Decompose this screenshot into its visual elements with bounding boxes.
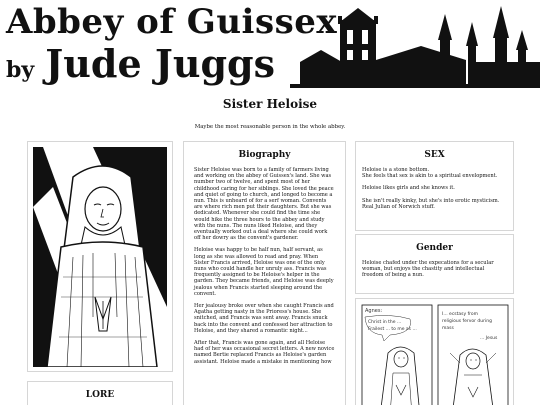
portrait-card <box>27 141 173 372</box>
page-subtitle: Maybe the most reasonable person in the whole abbey. <box>194 124 346 130</box>
sex-paragraph-1: Heloise is a stone bottom. She feels that sex is akin to a spiritual envelopment. <box>362 167 498 180</box>
lore-heading: LORE <box>85 390 115 400</box>
biography-card <box>183 141 346 405</box>
biography-heading: Biography <box>238 150 291 160</box>
site-header <box>0 0 540 88</box>
sketch-left-line-1: Christ in the ... <box>368 320 402 325</box>
biography-paragraph-4: After that, Francis was gone again, and all Heloise had of her was occasional secret letters. A new novice named Bertie replaced Francis as Heloise's garden assistant. Heloise made a mistake in mentioning how <box>194 340 335 365</box>
biography-paragraph-1: Sister Heloise was born to a family of farmers living and working on the abbey of Guissex's land. She was number two of twelve, and spent most of her childhood caring for her siblings. She loved the peace and quiet of going to church, and longed to become a nun. This is unheard of for a serf woman. Convents are where rich men put their daughters. But she was dedicated. Whenever she could find the time she would hike the three hours to the abbey and study with the nuns. The nuns liked Heloise, and they eventually worked out a deal where she could work off her dowry as the convent's gardener. <box>194 167 334 242</box>
sketch-right-line-3: mass <box>442 326 454 331</box>
comic-sketch-image[interactable] <box>360 303 511 405</box>
biography-paragraph-3: Her jealousy broke over when she caught Francis and Agatha getting nasty in the Prioress's house. She snitched, and Francis was sent away. Francis snuck back into the convent and confessed her attraction to Heloise, and they shared a romantic night... <box>194 303 334 334</box>
sketch-right-line-1: I... ecstasy from <box>442 312 479 317</box>
gender-card <box>355 234 514 294</box>
lore-card <box>27 381 173 405</box>
sketch-left-label: Agnes: <box>365 308 383 314</box>
byline-by: by <box>6 57 35 83</box>
gender-paragraph-1: Heloise chafed under the expecations for a secular woman, but enjoys the chastity and intellectual freedom of being a nun. <box>362 260 494 279</box>
site-byline <box>6 42 275 94</box>
gender-heading: Gender <box>416 243 453 253</box>
sketch-card <box>355 298 514 405</box>
sex-heading: SEX <box>424 150 445 160</box>
sketch-left-line-2: Frailest ... to me as ... <box>368 327 417 332</box>
sex-paragraph-2: Heloise likes girls and she knows it. <box>362 185 455 192</box>
sex-card <box>355 141 514 231</box>
sketch-right-line-2: religious fervor during <box>442 319 492 324</box>
sketch-right-line-4: ... Jesus <box>480 336 498 341</box>
site-title[interactable]: Abbey of Guissex <box>6 2 338 42</box>
sex-paragraph-3: She isn't really kinky, but she's into erotic mysticism. Real Julian of Norwich stuff. <box>362 197 500 210</box>
biography-paragraph-2: Heloise was happy to be half nun, half servant, as long as she was allowed to read and pray. When Sister Francis arrived, Heloise was one of the only nuns who could handle her unruly ass. Francis was frequently assigned to be Heloise's helper in the garden. They became friends, and Heloise was deeply jealous when Francis started sleeping around the convent. <box>194 247 334 297</box>
author-name[interactable]: Jude Juggs <box>45 41 275 86</box>
heloise-portrait-image[interactable] <box>33 147 167 367</box>
page-title: Sister Heloise <box>222 97 318 111</box>
abbey-skyline-image <box>290 0 540 88</box>
